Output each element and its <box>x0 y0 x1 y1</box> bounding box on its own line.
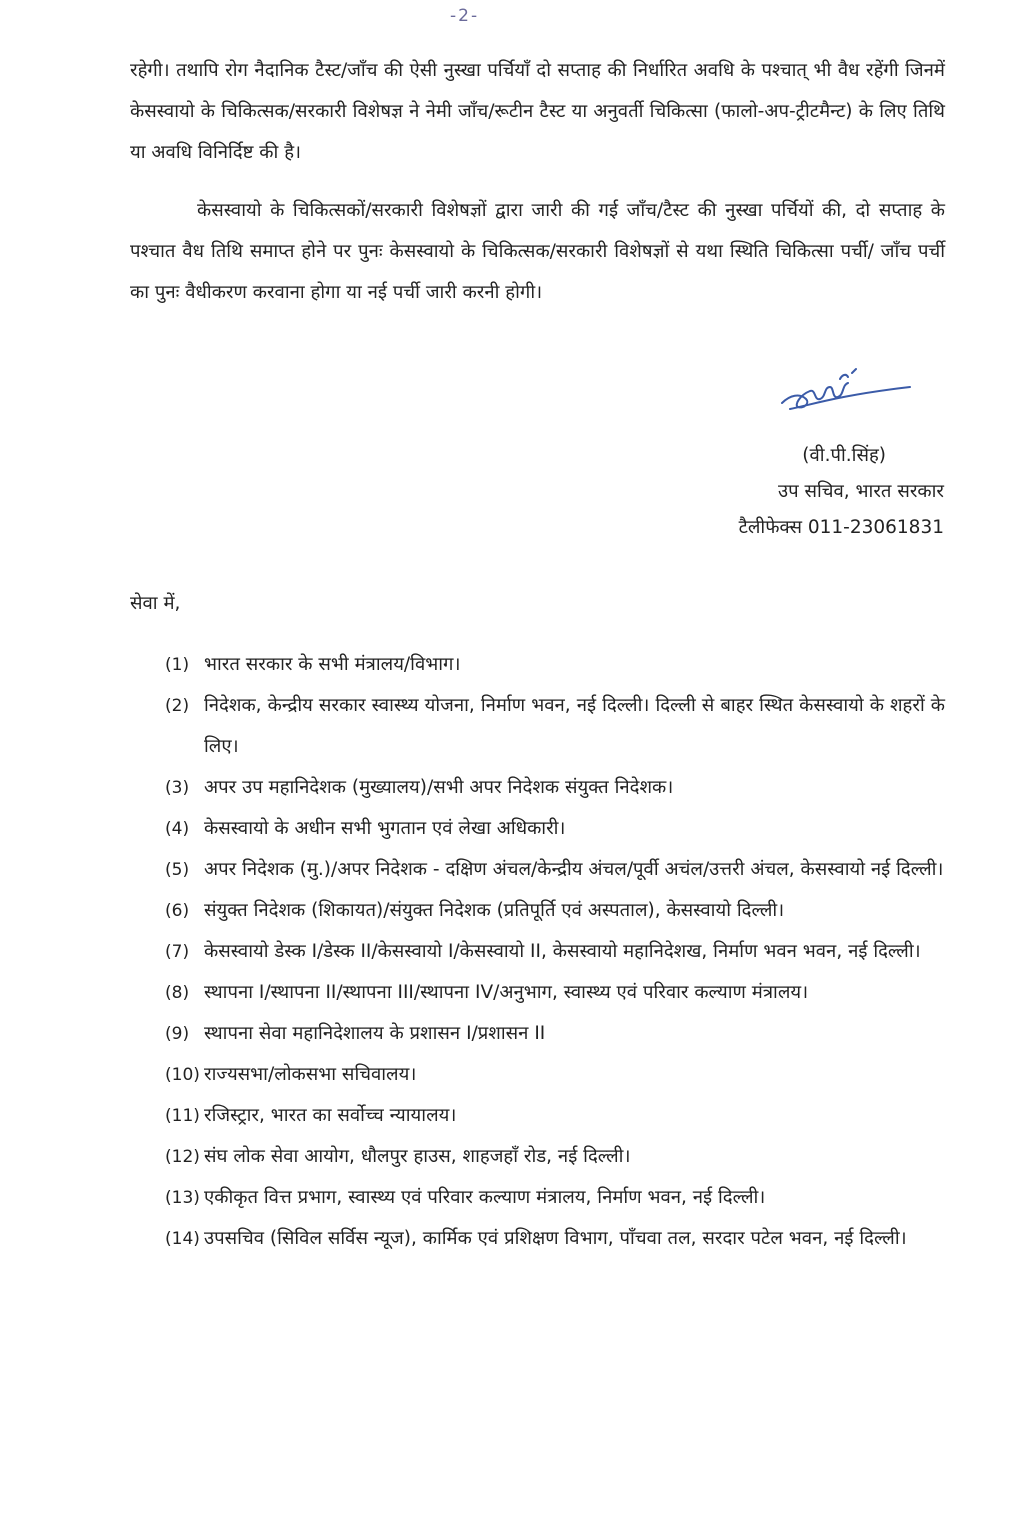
list-item-number: (14) <box>165 1228 200 1249</box>
list-item-text: रजिस्ट्रार, भारत का सर्वोच्च न्यायालय। <box>204 1104 457 1126</box>
list-item <box>165 686 945 767</box>
list-item-number: (1) <box>165 655 190 675</box>
list-item-text: अपर निदेशक (मु.)/अपर निदेशक - दक्षिण अंचल/केन्द्रीय अंचल/पूर्वी अचंल/उत्तरी अंचल, केसस्वायो नई दिल्ली। <box>204 858 944 880</box>
list-item-number: (2) <box>165 696 190 716</box>
list-item <box>165 932 945 973</box>
list-item <box>165 1137 945 1178</box>
list-item-text: एकीकृत वित्त प्रभाग, स्वास्थ्य एवं परिवार कल्याण मंत्रालय, निर्माण भवन, नई दिल्ली। <box>204 1186 766 1208</box>
list-item-text: केसस्वायो के अधीन सभी भुगतान एवं लेखा अधिकारी। <box>204 817 566 839</box>
address-heading: सेवा में, <box>130 593 181 614</box>
list-item-text: अपर उप महानिदेशक (मुख्यालय)/सभी अपर निदेशक संयुक्त निदेशक। <box>204 776 674 798</box>
list-item-text: स्थापना I/स्थापना II/स्थापना III/स्थापना IV/अनुभाग, स्वास्थ्य एवं परिवार कल्याण मंत्रालय। <box>204 981 809 1003</box>
list-item-number: (12) <box>165 1146 200 1167</box>
list-item <box>165 645 945 686</box>
list-item-number: (8) <box>165 982 190 1003</box>
list-item-text: निदेशक, केन्द्रीय सरकार स्वास्थ्य योजना, निर्माण भवन, नई दिल्ली। दिल्ली से बाहर स्थित केसस्वायो के शहरों के लिए। <box>204 695 945 757</box>
list-item-number: (7) <box>165 941 190 962</box>
list-item <box>165 768 945 809</box>
list-item <box>165 809 945 850</box>
list-item <box>165 1014 945 1055</box>
list-item-text: संघ लोक सेवा आयोग, धौलपुर हाउस, शाहजहाँ रोड, नई दिल्ली। <box>204 1145 631 1167</box>
list-item-number: (4) <box>165 818 190 839</box>
list-item-number: (13) <box>165 1187 200 1208</box>
list-item <box>165 1055 945 1096</box>
body-paragraph-1: रहेगी। तथापि रोग नैदानिक टैस्ट/जाँच की ऐसी नुस्खा पर्चियाँ दो सप्ताह की निर्धारित अवधि के पश्चात् भी वैध रहेंगी जिनमें केसस्वायो के चिकित्सक/सरकारी विशेषज्ञ ने नेमी जाँच/रूटीन टैस्ट या अनुवर्ती चिकित्सा (फालो-अप-ट्रीटमैन्ट) के लिए तिथि या अवधि विनिर्दिष्ट की है। <box>130 60 945 163</box>
list-item-number: (11) <box>165 1105 200 1126</box>
list-item <box>165 850 945 891</box>
signatory-designation: उप सचिव, भारत सरकार <box>777 481 944 502</box>
page-number: -2- <box>450 6 480 26</box>
signature-block <box>739 438 944 546</box>
list-item-text: संयुक्त निदेशक (शिकायत)/संयुक्त निदेशक (प्रतिपूर्ति एवं अस्पताल), केसस्वायो दिल्ली। <box>204 899 785 921</box>
list-item-text: केसस्वायो डेस्क I/डेस्क II/केसस्वायो I/केसस्वायो II, केसस्वायो महानिदेशख, निर्माण भवन भवन, नई दिल्ली। <box>204 940 921 962</box>
list-item <box>165 1219 945 1260</box>
list-item <box>165 1178 945 1219</box>
body-paragraph-2: केसस्वायो के चिकित्सकों/सरकारी विशेषज्ञों द्वारा जारी की गई जाँच/टैस्ट की नुस्खा पर्चियों की, दो सप्ताह के पश्चात वैध तिथि समाप्त होने पर पुनः केसस्वायो के चिकित्सक/सरकारी विशेषज्ञों से यथा स्थिति चिकित्सा पर्ची/ जाँच पर्ची का पुनः वैधीकरण करवाना होगा या नई पर्ची जारी करनी होगी। <box>130 200 945 303</box>
handwritten-signature <box>770 365 920 425</box>
list-item-number: (9) <box>165 1023 190 1044</box>
list-item-number: (10) <box>165 1064 200 1085</box>
recipient-list <box>165 645 945 1260</box>
list-item <box>165 891 945 932</box>
list-item <box>165 1096 945 1137</box>
list-item-text: उपसचिव (सिविल सर्विस न्यूज), कार्मिक एवं प्रशिक्षण विभाग, पाँचवा तल, सरदार पटेल भवन, नई दिल्ली। <box>204 1227 907 1249</box>
list-item-number: (3) <box>165 777 190 798</box>
signatory-telefax: टैलीफेक्स 011-23061831 <box>738 517 944 538</box>
list-item <box>165 973 945 1014</box>
list-item-text: राज्यसभा/लोकसभा सचिवालय। <box>204 1063 417 1085</box>
list-item-number: (6) <box>165 900 190 921</box>
list-item-text: स्थापना सेवा महानिदेशालय के प्रशासन I/प्रशासन II <box>204 1022 546 1044</box>
list-item-text: भारत सरकार के सभी मंत्रालय/विभाग। <box>204 654 461 675</box>
list-item-number: (5) <box>165 859 190 880</box>
signatory-name: (वी.पी.सिंह) <box>802 445 886 466</box>
